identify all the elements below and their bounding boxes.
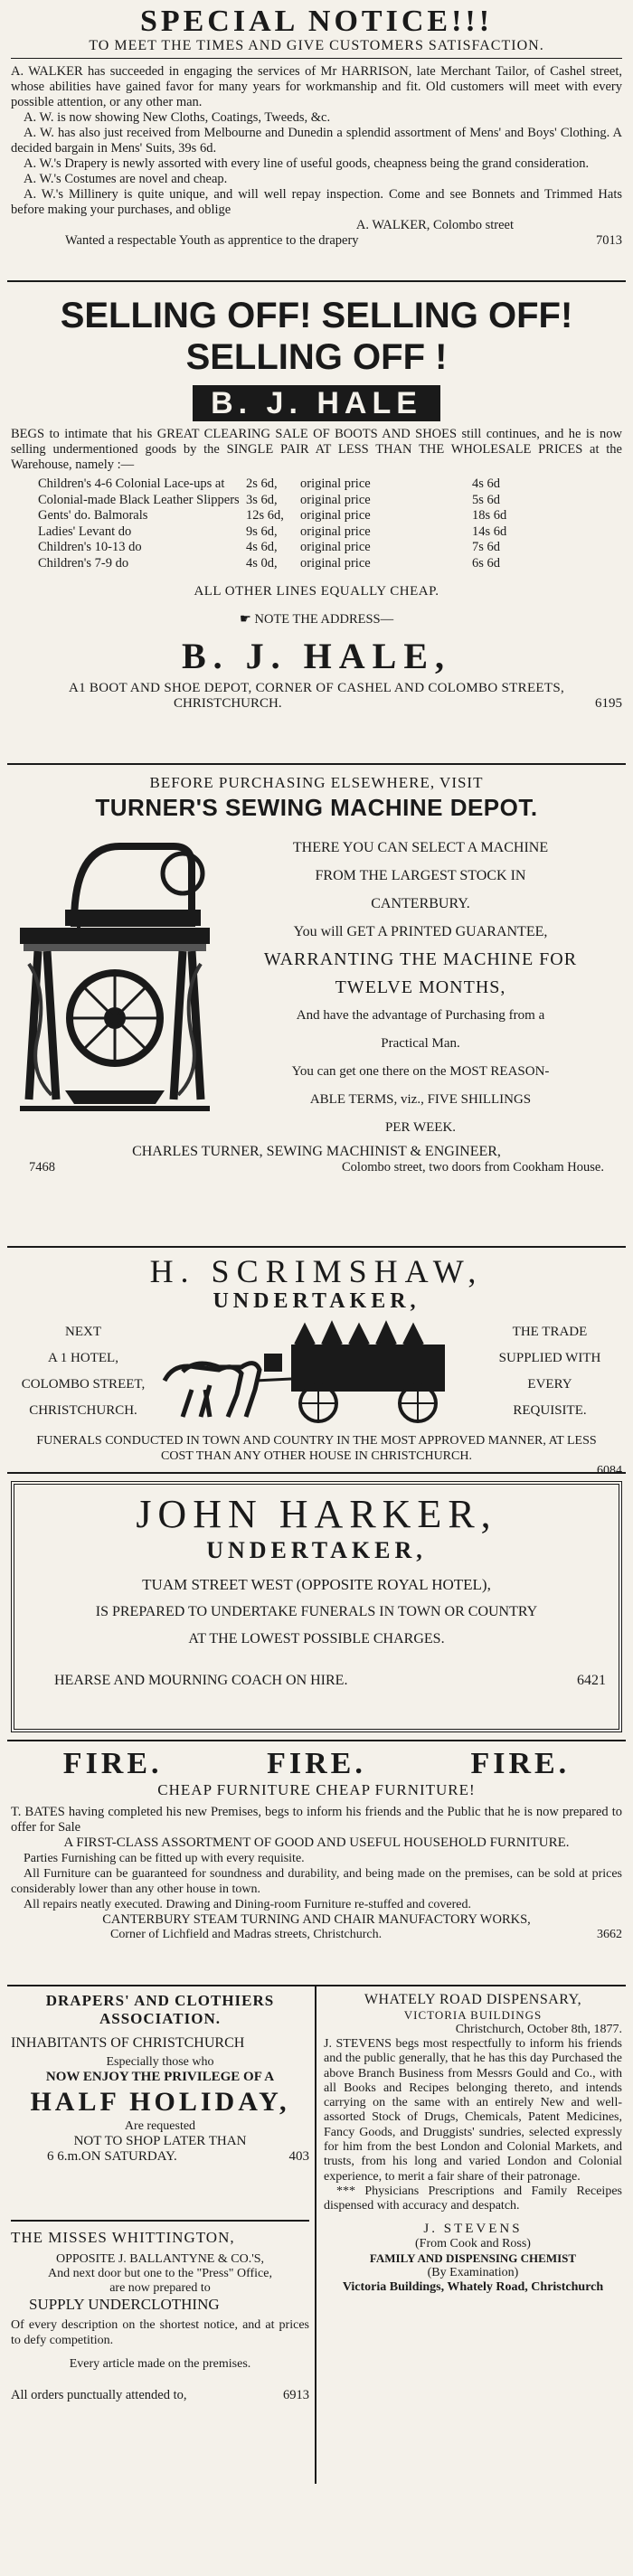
turner-footer: CHARLES TURNER, SEWING MACHINIST & ENGINEER,	[132, 1144, 501, 1159]
stevens-paragraph: *** Physicians Prescriptions and Family Receipes dispensed with accuracy and despatch.	[324, 2184, 622, 2213]
hale-price-row	[38, 493, 622, 509]
whittington-advertisement	[11, 2222, 309, 2411]
walker-paragraph: A. W.'s Millinery is quite unique, and will well repay inspection. Come and see Bonnets and Trimmed Hats before making your purchases, and oblige	[11, 187, 622, 217]
hale-ad-number: 6195	[595, 696, 622, 711]
drapers-half-holiday: HALF HOLIDAY,	[30, 2087, 290, 2117]
hale-item-label: original price	[300, 477, 371, 491]
drapers-heading: DRAPERS' AND CLOTHIERS ASSOCIATION.	[45, 1992, 275, 2027]
turner-line: You can get one there on the MOST REASON-	[291, 1064, 550, 1079]
harker-hearse: HEARSE AND MOURNING COACH ON HIRE.	[54, 1673, 348, 1688]
scrimshaw-right-line: REQUISITE.	[513, 1403, 587, 1418]
scrimshaw-right-line: EVERY	[527, 1377, 572, 1392]
harker-title: UNDERTAKER,	[206, 1537, 427, 1563]
hale-item-price: 2s 6d,	[246, 477, 278, 491]
hale-item-original: 7s 6d	[472, 540, 501, 554]
hale-price-list	[38, 477, 622, 571]
bates-paragraph: All Furniture can be guaranteed for soundness and durability, and being made on the premises, can be sold at prices considerably lower than any other house in town.	[11, 1867, 622, 1896]
scrimshaw-left-text	[11, 1319, 156, 1424]
stevens-paragraph: J. STEVENS begs most respectfully to inform his friends and the public generally, that he has this day Purchased the above Branch Business from Messrs Gould and Co., with all Books and Recipes belonging thereto, and intends carrying on the same with an entirely New and well-assorted Stock of Drugs, Chemicals, Patent Medicines, Fancy Goods, and Druggists' sundries, selected expressly for him from the best London and Colonial Markets, and trusts, from his long and varied London and Colonial experience, to merit a fair share of their patronage.	[324, 2037, 622, 2184]
harker-address: TUAM STREET WEST (OPPOSITE ROYAL HOTEL),	[142, 1576, 491, 1593]
hale-price-row	[38, 556, 622, 572]
hale-price-row	[38, 477, 622, 493]
bottom-columns	[7, 1986, 626, 2484]
stevens-from: (From Cook and Ross)	[415, 2236, 531, 2250]
turner-ad-number: 7468	[29, 1160, 55, 1175]
turner-line: PER WEEK.	[384, 1120, 457, 1135]
hale-name: B. J. HALE,	[181, 636, 452, 676]
hale-name-banner: B. J. HALE	[193, 385, 440, 421]
hale-intro: BEGS to intimate that his GREAT CLEARING SALE OF BOOTS AND SHOES still continues, and he is now selling undermentioned goods by the SINGLE PAIR AT LESS THAN THE WHOLESALE PRICES at the Warehouse, namely :—	[11, 427, 622, 472]
bates-assortment: A FIRST-CLASS ASSORTMENT OF GOOD AND USEFUL HOUSEHOLD FURNITURE.	[63, 1835, 570, 1850]
turner-line: WARRANTING THE MACHINE FOR	[263, 949, 578, 969]
hale-city: CHRISTCHURCH.	[174, 696, 282, 711]
stevens-name: J. STEVENS	[423, 2221, 523, 2236]
stevens-title: FAMILY AND DISPENSING CHEMIST	[369, 2250, 577, 2265]
turner-line: Practical Man.	[381, 1036, 460, 1051]
stevens-date: Christchurch, October 8th, 1877.	[455, 2023, 622, 2036]
hearse-carriage-illustration	[156, 1317, 477, 1426]
whittington-heading: THE MISSES WHITTINGTON,	[11, 2229, 235, 2246]
bates-fire: FIRE.	[62, 1747, 163, 1780]
hale-item-price: 4s 0d,	[246, 555, 278, 571]
turner-line: THERE YOU CAN SELECT A MACHINE	[292, 840, 549, 855]
bates-cheap: CHEAP FURNITURE CHEAP FURNITURE!	[157, 1781, 476, 1798]
turner-advertisement	[7, 765, 626, 1248]
scrimshaw-ad-number: 6084	[597, 1464, 622, 1477]
hale-item-name: Gents' do. Balmorals	[38, 508, 148, 523]
stevens-advertisement	[316, 1986, 626, 2484]
scrimshaw-title: UNDERTAKER,	[213, 1289, 420, 1313]
scrimshaw-name: H. SCRIMSHAW,	[149, 1253, 484, 1289]
walker-paragraph: A. WALKER has succeeded in engaging the services of Mr HARRISON, late Merchant Tailor, of Cashel street, whose abilities have gained favor for many years for workmanship and fit. Old customers will meet with every possible attention, or any other man.	[11, 64, 622, 109]
turner-top: BEFORE PURCHASING ELSEWHERE, VISIT	[149, 774, 484, 791]
hale-item-price: 4s 6d,	[246, 540, 278, 554]
bates-fire: FIRE.	[470, 1747, 571, 1780]
hale-item-original: 14s 6d	[472, 524, 507, 539]
hale-item-price: 9s 6d,	[246, 524, 278, 539]
walker-advertisement	[7, 0, 626, 282]
turner-line: TWELVE MONTHS,	[335, 977, 506, 997]
turner-line: You will GET A PRINTED GUARANTEE,	[293, 924, 548, 939]
harker-ad-number: 6421	[577, 1673, 606, 1688]
harker-advertisement	[7, 1474, 626, 1740]
walker-paragraph: A. W. is now showing New Cloths, Coatings, Tweeds, &c.	[24, 110, 331, 125]
harker-frame	[11, 1481, 622, 1732]
walker-signature: A. WALKER, Colombo street	[355, 218, 514, 232]
hale-price-row	[38, 508, 622, 524]
pointing-hand-icon: ☛	[239, 612, 251, 627]
hale-advertisement	[7, 282, 626, 765]
scrimshaw-left-line: CHRISTCHURCH.	[29, 1403, 137, 1418]
bates-ad-number: 3662	[597, 1928, 622, 1941]
drapers-line: NOT TO SHOP LATER THAN	[73, 2134, 247, 2148]
stevens-exam: (By Examination)	[427, 2265, 519, 2279]
stevens-heading: WHATELY ROAD DISPENSARY,	[364, 1992, 582, 2007]
hale-item-label: original price	[300, 492, 371, 507]
bates-corner: Corner of Lichfield and Madras streets, Christchurch.	[110, 1928, 383, 1941]
hale-heading: SELLING OFF! SELLING OFF! SELLING OFF !	[60, 296, 573, 377]
harker-line: IS PREPARED TO UNDERTAKE FUNERALS IN TOWN OR COUNTRY	[95, 1604, 538, 1619]
walker-heading: SPECIAL NOTICE!!!	[139, 5, 494, 38]
scrimshaw-right-line: SUPPLIED WITH	[498, 1351, 601, 1365]
walker-wanted: Wanted a respectable Youth as apprentice to the drapery	[65, 233, 359, 248]
hale-item-label: original price	[300, 555, 371, 571]
scrimshaw-funerals: FUNERALS CONDUCTED IN TOWN AND COUNTRY IN THE MOST APPROVED MANNER, AT LESS COST THAN ANY OTHER HOUSE IN CHRISTCHURCH.	[36, 1434, 597, 1463]
drapers-advertisement	[11, 1986, 309, 2222]
drapers-line: NOW ENJOY THE PRIVILEGE OF A	[45, 2070, 275, 2084]
harker-line: AT THE LOWEST POSSIBLE CHARGES.	[188, 1631, 445, 1647]
walker-subheading: TO MEET THE TIMES AND GIVE CUSTOMERS SATISFACTION.	[11, 38, 622, 59]
whittington-line: Of every description on the shortest notice, and at prices to defy competition.	[11, 2318, 309, 2347]
bates-paragraph: Parties Furnishing can be fitted up with every requisite.	[24, 1852, 305, 1865]
scrimshaw-right-text	[477, 1319, 622, 1424]
scrimshaw-left-line: A 1 HOTEL,	[48, 1351, 118, 1365]
hale-item-label: original price	[300, 540, 371, 554]
drapers-line: 6 6.m.ON SATURDAY.	[47, 2149, 177, 2164]
stevens-sub: VICTORIA BUILDINGS	[403, 2008, 543, 2022]
hale-price-row	[38, 524, 622, 541]
walker-paragraph: A. W.'s Drapery is newly assorted with every line of useful goods, cheapness being the grand consideration.	[24, 156, 590, 171]
hale-address: A1 BOOT AND SHOE DEPOT, CORNER OF CASHEL AND COLOMBO STREETS,	[68, 681, 565, 695]
hale-item-name: Colonial-made Black Leather Slippers	[38, 492, 240, 507]
hale-item-name: Children's 7-9 do	[38, 555, 129, 571]
bates-advertisement	[7, 1740, 626, 1986]
drapers-line: Especially those who	[106, 2055, 214, 2069]
sewing-machine-illustration	[11, 828, 219, 1136]
hale-price-row	[38, 540, 622, 556]
bates-paragraph: T. BATES having completed his new Premises, begs to inform his friends and the Public that he is now prepared to offer for Sale	[11, 1805, 622, 1835]
turner-address: Colombo street, two doors from Cookham House.	[342, 1160, 604, 1175]
hale-note: NOTE THE ADDRESS—	[254, 612, 394, 627]
walker-paragraph: A. W. has also just received from Melbourne and Dunedin a splendid assortment of Mens' and Boys' Clothing. A decided bargain in Mens' Suits, 39s 6d.	[11, 126, 622, 156]
drapers-line: Are requested	[124, 2119, 196, 2133]
drapers-line: INHABITANTS OF CHRISTCHURCH	[11, 2035, 245, 2051]
turner-text-column	[219, 828, 622, 1142]
hale-all-other: ALL OTHER LINES EQUALLY CHEAP.	[194, 584, 439, 599]
hale-item-name: Children's 10-13 do	[38, 540, 142, 554]
walker-ad-number: 7013	[596, 233, 622, 248]
hale-item-original: 4s 6d	[472, 477, 501, 491]
bates-works: CANTERBURY STEAM TURNING AND CHAIR MANUFACTORY WORKS,	[102, 1912, 531, 1927]
bates-fire: FIRE.	[267, 1747, 366, 1780]
whittington-line: All orders punctually attended to,	[11, 2388, 187, 2402]
whittington-line: OPPOSITE J. BALLANTYNE & CO.'S,	[55, 2252, 265, 2266]
hale-item-price: 3s 6d,	[246, 492, 278, 507]
scrimshaw-left-line: COLOMBO STREET,	[21, 1377, 146, 1392]
hale-item-price: 12s 6d,	[246, 508, 284, 523]
scrimshaw-right-line: THE TRADE	[512, 1325, 588, 1339]
whittington-line: SUPPLY UNDERCLOTHING	[29, 2296, 220, 2313]
whittington-line: are now prepared to	[109, 2281, 211, 2295]
hale-item-original: 5s 6d	[472, 492, 501, 507]
stevens-address: Victoria Buildings, Whately Road, Christchurch	[342, 2279, 604, 2294]
walker-paragraph: A. W.'s Costumes are novel and cheap.	[24, 172, 228, 186]
left-column	[7, 1986, 316, 2484]
whittington-line: And next door but one to the "Press" Office,	[48, 2267, 272, 2280]
scrimshaw-left-line: NEXT	[65, 1325, 101, 1339]
hale-item-original: 6s 6d	[472, 555, 501, 571]
harker-name: JOHN HARKER,	[136, 1492, 497, 1536]
turner-line: And have the advantage of Purchasing from a	[296, 1008, 545, 1023]
whittington-line: Every article made on the premises.	[69, 2357, 251, 2371]
hale-item-original: 18s 6d	[472, 508, 507, 523]
scrimshaw-advertisement	[7, 1248, 626, 1477]
whittington-ad-number: 6913	[283, 2388, 309, 2402]
turner-line: CANTERBURY.	[371, 896, 470, 911]
hale-item-name: Ladies' Levant do	[38, 524, 132, 539]
bates-paragraph: All repairs neatly executed. Drawing and Dining-room Furniture re-stuffed and covered.	[24, 1898, 472, 1911]
turner-line: FROM THE LARGEST STOCK IN	[315, 868, 526, 883]
hale-item-label: original price	[300, 524, 371, 539]
turner-heading: TURNER'S SEWING MACHINE DEPOT.	[95, 794, 538, 821]
hale-item-label: original price	[300, 508, 371, 523]
drapers-ad-number: 403	[288, 2149, 309, 2164]
hale-item-name: Children's 4-6 Colonial Lace-ups at	[38, 477, 225, 491]
turner-line: ABLE TERMS, viz., FIVE SHILLINGS	[309, 1092, 532, 1107]
